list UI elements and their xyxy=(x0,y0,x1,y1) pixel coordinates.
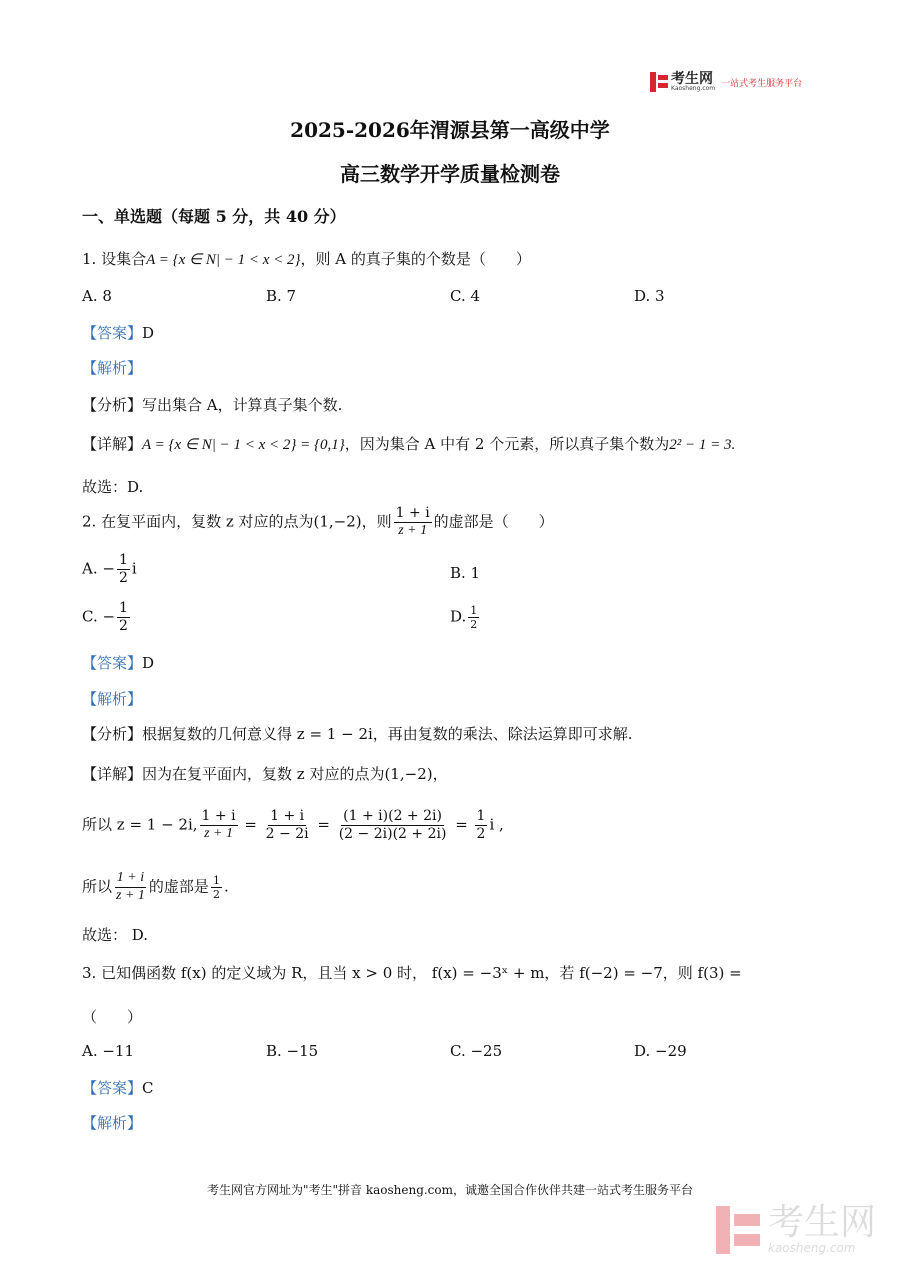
q2-step2-pre: 所以 xyxy=(82,877,113,896)
q2-optC-pre: C. − xyxy=(82,607,116,626)
q2-optD-num: 1 xyxy=(470,604,478,617)
q2-step1-f4-num: 1 xyxy=(476,808,486,824)
q3-analysis-label: 【解析】 xyxy=(82,1114,143,1132)
q1-detail xyxy=(82,433,735,454)
q2-step1-f1-num: 1 + i xyxy=(201,808,236,824)
q2-fraction xyxy=(394,505,432,540)
q2-step1-post: i , xyxy=(489,815,504,834)
q2-stem xyxy=(82,505,554,540)
q1-conclusion: 故选：D. xyxy=(82,478,144,496)
q2-optC-den: 2 xyxy=(119,617,128,634)
q2-optC-num: 1 xyxy=(119,600,128,616)
q1-set: A = {x ∈ N| − 1 < x < 2} xyxy=(146,252,301,268)
detail-label: 【详解】 xyxy=(82,435,143,453)
logo-slogan: 一站式考生服务平台 xyxy=(721,78,803,89)
q1-stem-text: 1. 设集合 xyxy=(82,250,147,268)
q1-fenxi xyxy=(82,394,342,415)
q2-option-c xyxy=(82,600,132,635)
q3-option-a: A. −11 xyxy=(82,1042,135,1060)
q3-answer xyxy=(82,1077,154,1098)
q2-option-d xyxy=(450,604,481,631)
q2-step2 xyxy=(82,870,229,905)
q2-optA-den: 2 xyxy=(118,569,128,586)
q2-option-b: B. 1 xyxy=(450,564,481,582)
q2-step2-mid: 的虚部是 xyxy=(148,877,209,896)
q2-optA-num: 1 xyxy=(118,552,128,568)
fenxi-label: 【分析】 xyxy=(82,725,143,743)
watermark-icon xyxy=(716,1206,760,1254)
footer-text: 考生网官方网址为"考生"拼音 kaosheng.com，诚邀全国合作伙伴共建一站式考生服务平台 xyxy=(206,1183,694,1197)
q2-detail xyxy=(82,763,448,784)
watermark-domain: kaosheng.com xyxy=(768,1241,856,1255)
answer-label: 【答案】 xyxy=(82,1079,143,1097)
q2-detail-text: 因为在复平面内，复数 z 对应的点为(1,−2)， xyxy=(142,765,448,783)
q1-detail-math: A = {x ∈ N| − 1 < x < 2} = {0,1} xyxy=(142,437,345,453)
section-heading: 一、单选题（每题 5 分，共 40 分） xyxy=(82,207,346,226)
q2-frac-num: 1 + i xyxy=(395,505,430,521)
q2-frac-den: z + 1 xyxy=(398,522,428,538)
q2-step1: 所以 z = 1 − 2i, $\frac{1 + i}{z + 1}$ = $\frac{1 + i}{2 - 2i}$ = $\frac{(1 + i)(2 + 2i)}{(2 - 2i)(2 + 2i)}$ = $\frac{1}{2}$ i , xyxy=(82,808,504,842)
q2-answer-value: D xyxy=(142,654,155,672)
logo-name: 考生网 xyxy=(671,71,713,87)
q2-optA-post: i xyxy=(131,559,137,578)
q2-step2-post: . xyxy=(223,877,229,896)
q1-option-d: D. 3 xyxy=(634,287,665,305)
logo-domain: Kaosheng.com xyxy=(671,85,716,92)
q2-optD-den: 2 xyxy=(470,618,478,632)
page-title-line2: 高三数学开学质量检测卷 xyxy=(340,162,560,186)
q1-answer xyxy=(82,322,154,343)
logo-icon xyxy=(650,72,668,92)
q2-option-a xyxy=(82,552,137,587)
q2-optD-pre: D. xyxy=(450,607,467,626)
page-title-line1: 2025-2026年渭源县第一高级中学 xyxy=(290,118,610,142)
q2-step2-r-den: 2 xyxy=(212,887,220,901)
q1-stem-tail: ，则 A 的真子集的个数是（ ） xyxy=(300,250,531,268)
q3-answer-value: C xyxy=(142,1079,154,1097)
watermark-logo xyxy=(716,1202,877,1255)
q3-option-d: D. −29 xyxy=(634,1042,687,1060)
answer-label: 【答案】 xyxy=(82,324,143,342)
q2-step2-f-num: 1 + i xyxy=(115,870,146,888)
q3-option-c: C. −25 xyxy=(450,1042,503,1060)
q2-stem-text: 2. 在复平面内，复数 z 对应的点为(1,−2)，则 xyxy=(82,512,392,531)
q2-fenxi xyxy=(82,723,633,744)
q1-analysis-label: 【解析】 xyxy=(82,359,143,377)
q1-fenxi-text: 写出集合 A，计算真子集个数. xyxy=(142,396,343,414)
q2-step1-f4-den: 2 xyxy=(476,825,486,842)
q2-step1-f2-num: 1 + i xyxy=(270,808,305,824)
q2-optA-pre: A. − xyxy=(82,559,115,578)
watermark-name: 考生网 xyxy=(768,1202,877,1243)
q1-stem xyxy=(82,248,531,269)
q1-detail-text: ，因为集合 A 中有 2 个元素，所以真子集个数为 xyxy=(344,435,670,453)
q2-step1-f3-den: (2 − 2i)(2 + 2i) xyxy=(338,825,447,842)
q2-step1-f3-num: (1 + i)(2 + 2i) xyxy=(343,808,442,824)
q2-step1-pre: 所以 z = 1 − 2i, xyxy=(82,815,198,834)
q2-step2-r-num: 1 xyxy=(212,873,220,887)
q1-option-c: C. 4 xyxy=(450,287,481,305)
q3-paren: （ ） xyxy=(82,1008,143,1026)
q1-detail-result: 2² − 1 = 3. xyxy=(669,437,736,453)
q1-option-b: B. 7 xyxy=(266,287,297,305)
q2-step2-f-den: z + 1 xyxy=(116,887,145,903)
q2-step1-f2-den: 2 − 2i xyxy=(265,825,309,842)
detail-label: 【详解】 xyxy=(82,765,143,783)
q3-option-b: B. −15 xyxy=(266,1042,319,1060)
q2-stem-tail: 的虚部是（ ） xyxy=(433,512,554,531)
q2-fenxi-text: 根据复数的几何意义得 z = 1 − 2i，再由复数的乘法、除法运算即可求解. xyxy=(142,725,633,743)
fenxi-label: 【分析】 xyxy=(82,396,143,414)
q2-answer xyxy=(82,652,154,673)
q2-step1-f1-den: z + 1 xyxy=(204,825,233,841)
q1-option-a: A. 8 xyxy=(82,287,112,305)
q2-analysis-label: 【解析】 xyxy=(82,690,143,708)
q1-answer-value: D xyxy=(142,324,155,342)
header-logo xyxy=(650,72,802,92)
q3-stem: 3. 已知偶函数 f(x) 的定义域为 R，且当 x > 0 时， f(x) = −3ˣ + m，若 f(−2) = −7，则 f(3) = xyxy=(82,964,742,982)
q2-conclusion: 故选： D. xyxy=(82,926,149,944)
answer-label: 【答案】 xyxy=(82,654,143,672)
